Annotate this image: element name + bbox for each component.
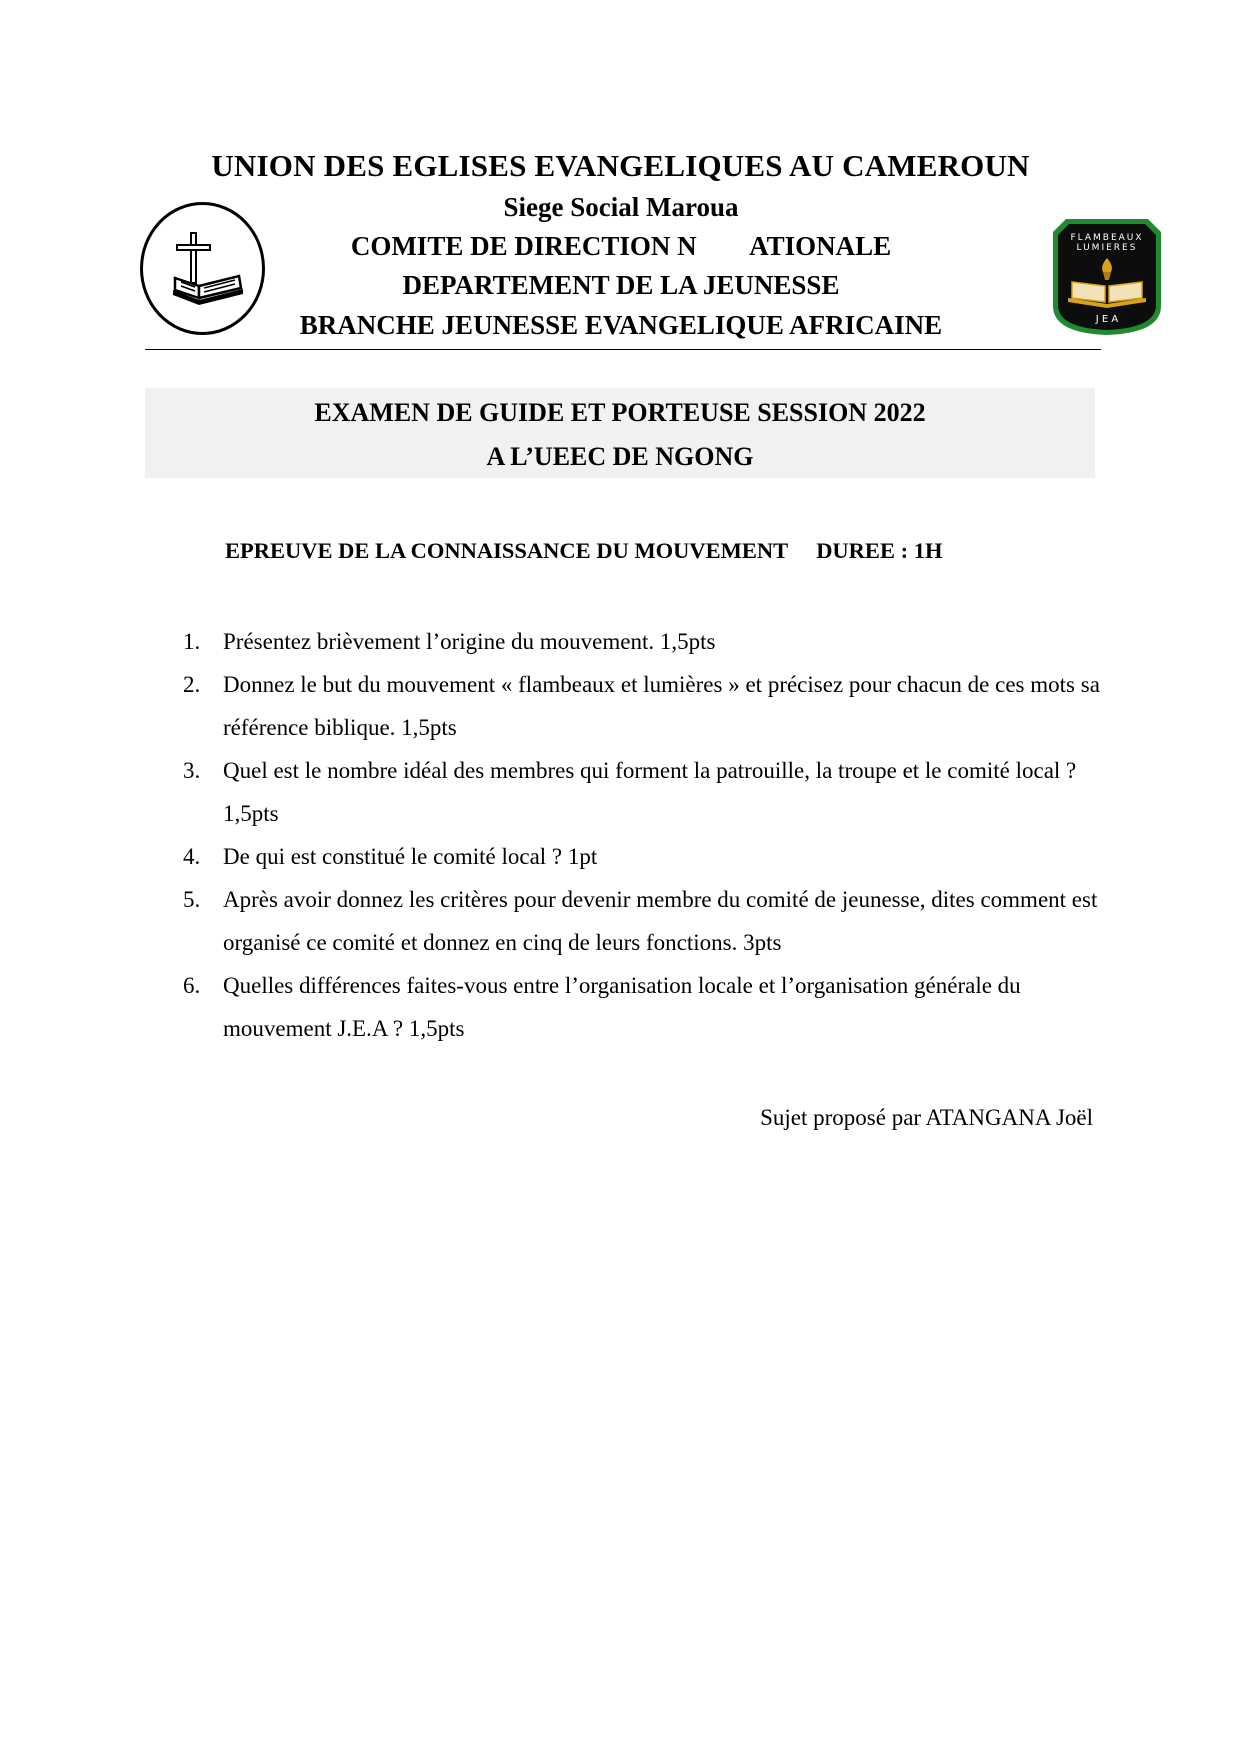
question-item xyxy=(183,964,1103,1050)
question-text: Présentez brièvement l’origine du mouvement. 1,5pts xyxy=(223,629,716,654)
question-item xyxy=(183,749,1103,835)
question-text: De qui est constitué le comité local ? 1pt xyxy=(223,844,598,869)
question-text: Quel est le nombre idéal des membres qui forment la patrouille, la troupe et le comité local ? 1,5pts xyxy=(223,758,1077,826)
logo-text-lumieres: LUMIERES xyxy=(1076,243,1138,253)
logo-text-flambeaux: FLAMBEAUX xyxy=(1070,233,1144,243)
cross-and-open-bible-icon xyxy=(139,200,266,337)
question-text: Après avoir donnez les critères pour devenir membre du comité de jeunesse, dites comment est organisé ce comité et donnez en cinq de leurs fonctions. 3pts xyxy=(223,887,1098,955)
exam-title: EXAMEN DE GUIDE ET PORTEUSE SESSION 2022 xyxy=(314,398,926,427)
question-number: 2. xyxy=(183,672,201,697)
question-number: 4. xyxy=(183,844,201,869)
author-credit: Sujet proposé par ATANGANA Joël xyxy=(760,1105,1093,1130)
question-item xyxy=(183,663,1103,749)
question-item xyxy=(183,878,1103,964)
question-text: Donnez le but du mouvement « flambeaux et lumières » et précisez pour chacun de ces mots sa référence biblique. 1,5pts xyxy=(223,672,1100,740)
duration-label: DUREE : 1H xyxy=(816,538,943,563)
question-number: 1. xyxy=(183,629,201,654)
question-list xyxy=(183,620,1103,1050)
organization-title: UNION DES EGLISES EVANGELIQUES AU CAMEROUN xyxy=(211,148,1030,183)
branch-line: BRANCHE JEUNESSE EVANGELIQUE AFRICAINE xyxy=(299,310,943,340)
headquarters-line: Siege Social Maroua xyxy=(503,192,739,222)
committee-line: COMITE DE DIRECTION N ATIONALE xyxy=(350,231,892,261)
header-divider xyxy=(145,349,1101,350)
logo-text-jea: J E A xyxy=(1095,314,1119,325)
department-line: DEPARTEMENT DE LA JEUNESSE xyxy=(402,270,840,300)
question-item xyxy=(183,835,1103,878)
question-number: 6. xyxy=(183,973,201,998)
question-text: Quelles différences faites-vous entre l’organisation locale et l’organisation générale du mouvement J.E.A ? 1,5pts xyxy=(223,973,1021,1041)
torch-and-open-bible-shield-icon xyxy=(1050,216,1164,337)
subject-line xyxy=(225,536,942,566)
exam-banner xyxy=(145,388,1095,478)
subject-title: EPREUVE DE LA CONNAISSANCE DU MOUVEMENT xyxy=(225,538,789,563)
question-item xyxy=(183,620,1103,663)
exam-location: A L’UEEC DE NGONG xyxy=(486,442,754,471)
question-number: 3. xyxy=(183,758,201,783)
question-number: 5. xyxy=(183,887,201,912)
